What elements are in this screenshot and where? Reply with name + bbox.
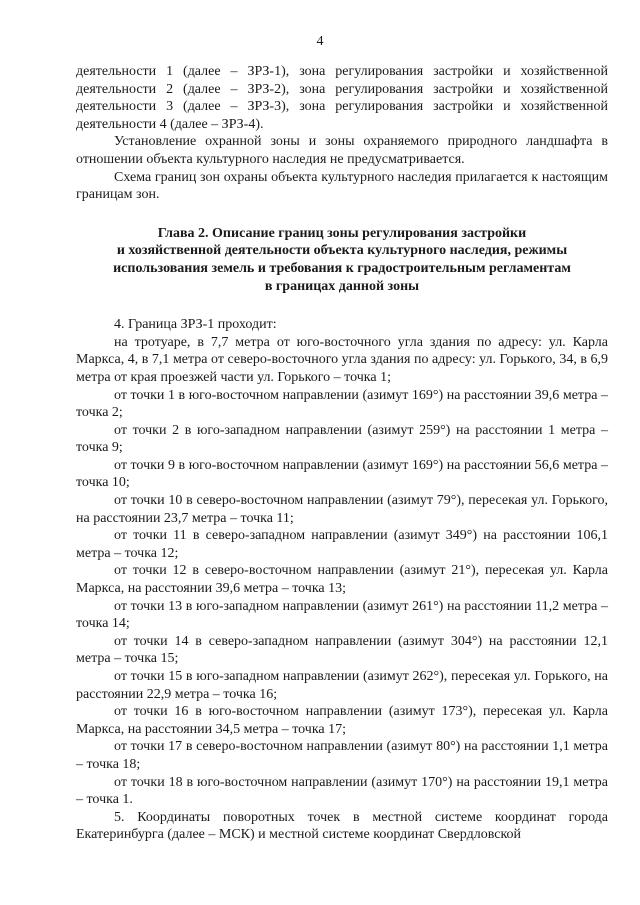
- boundary-paragraph: от точки 10 в северо-восточном направлении (азимут 79°), пересекая ул. Горького, на расстоянии 23,7 метра – точка 11;: [76, 493, 608, 526]
- boundary-paragraph: от точки 16 в юго-восточном направлении (азимут 173°), пересекая ул. Карла Маркса, на расстоянии 34,5 метра – точка 17;: [76, 704, 608, 737]
- boundary-paragraph: от точки 11 в северо-западном направлении (азимут 349°) на расстоянии 106,1 метра – точка 12;: [76, 528, 608, 561]
- boundary-paragraph: от точки 1 в юго-восточном направлении (азимут 169°) на расстоянии 39,6 метра – точка 2;: [76, 387, 608, 421]
- intro-paragraph: деятельности 1 (далее – ЗРЗ-1), зона регулирования застройки и хозяйственной деятельности 2 (далее – ЗРЗ-2), зона регулирования застройки и хозяйственной деятельности 3 (далее – ЗРЗ-3), зона регулирования застройки и хозяйственной деятельности 4 (далее – ЗРЗ-4).: [76, 64, 608, 132]
- intro-paragraph: Установление охранной зоны и зоны охраняемого природного ландшафта в отношении объекта культурного наследия не предусматривается.: [76, 134, 608, 167]
- document-body: [76, 63, 608, 844]
- boundary-paragraph: от точки 18 в юго-восточном направлении (азимут 170°) на расстоянии 19,1 метра – точка 1.: [76, 774, 608, 808]
- heading-line: в границах данной зоны: [264, 278, 420, 294]
- coordinates-paragraph: 5. Координаты поворотных точек в местной системе координат города Екатеринбурга (далее – МСК) и местной системе координат Свердловской: [76, 809, 608, 843]
- section-title: 4. Граница ЗРЗ-1 проходит:: [114, 317, 277, 333]
- heading-line: Глава 2. Описание границ зоны регулирования застройки: [157, 225, 527, 241]
- heading-line: использования земель и требования к градостроительным регламентам: [113, 260, 571, 276]
- boundary-paragraph: от точки 15 в юго-западном направлении (азимут 262°), пересекая ул. Горького, на расстоянии 22,9 метра – точка 16;: [76, 669, 608, 702]
- boundary-paragraph: от точки 12 в северо-восточном направлении (азимут 21°), пересекая ул. Карла Маркса, на расстоянии 39,6 метра – точка 13;: [76, 563, 608, 597]
- heading-line: и хозяйственной деятельности объекта культурного наследия, режимы: [116, 243, 568, 259]
- boundary-paragraph: на тротуаре, в 7,7 метра от юго-восточного угла здания по адресу: ул. Карла Маркса, 4, в 7,1 метра от северо-восточного угла здания по адресу: ул. Горького, 34, в 6,9 метра от края проезжей части ул. Горького – точка 1;: [76, 334, 608, 385]
- boundary-paragraph: от точки 14 в северо-западном направлении (азимут 304°) на расстоянии 12,1 метра – точка 15;: [76, 633, 608, 667]
- boundary-paragraph: от точки 17 в северо-восточном направлении (азимут 80°) на расстоянии 1,1 метра – точка 18;: [76, 739, 608, 772]
- chapter-heading: [76, 225, 608, 295]
- boundary-paragraph: от точки 2 в юго-западном направлении (азимут 259°) на расстоянии 1 метра – точка 9;: [76, 422, 608, 456]
- intro-paragraph: Схема границ зон охраны объекта культурного наследия прилагается к настоящим границам зон.: [76, 169, 608, 203]
- boundary-paragraph: от точки 9 в юго-восточном направлении (азимут 169°) на расстоянии 56,6 метра – точка 10;: [76, 457, 608, 491]
- page-number: 4: [316, 34, 324, 49]
- boundary-paragraph: от точки 13 в юго-западном направлении (азимут 261°) на расстоянии 11,2 метра – точка 14;: [76, 598, 608, 632]
